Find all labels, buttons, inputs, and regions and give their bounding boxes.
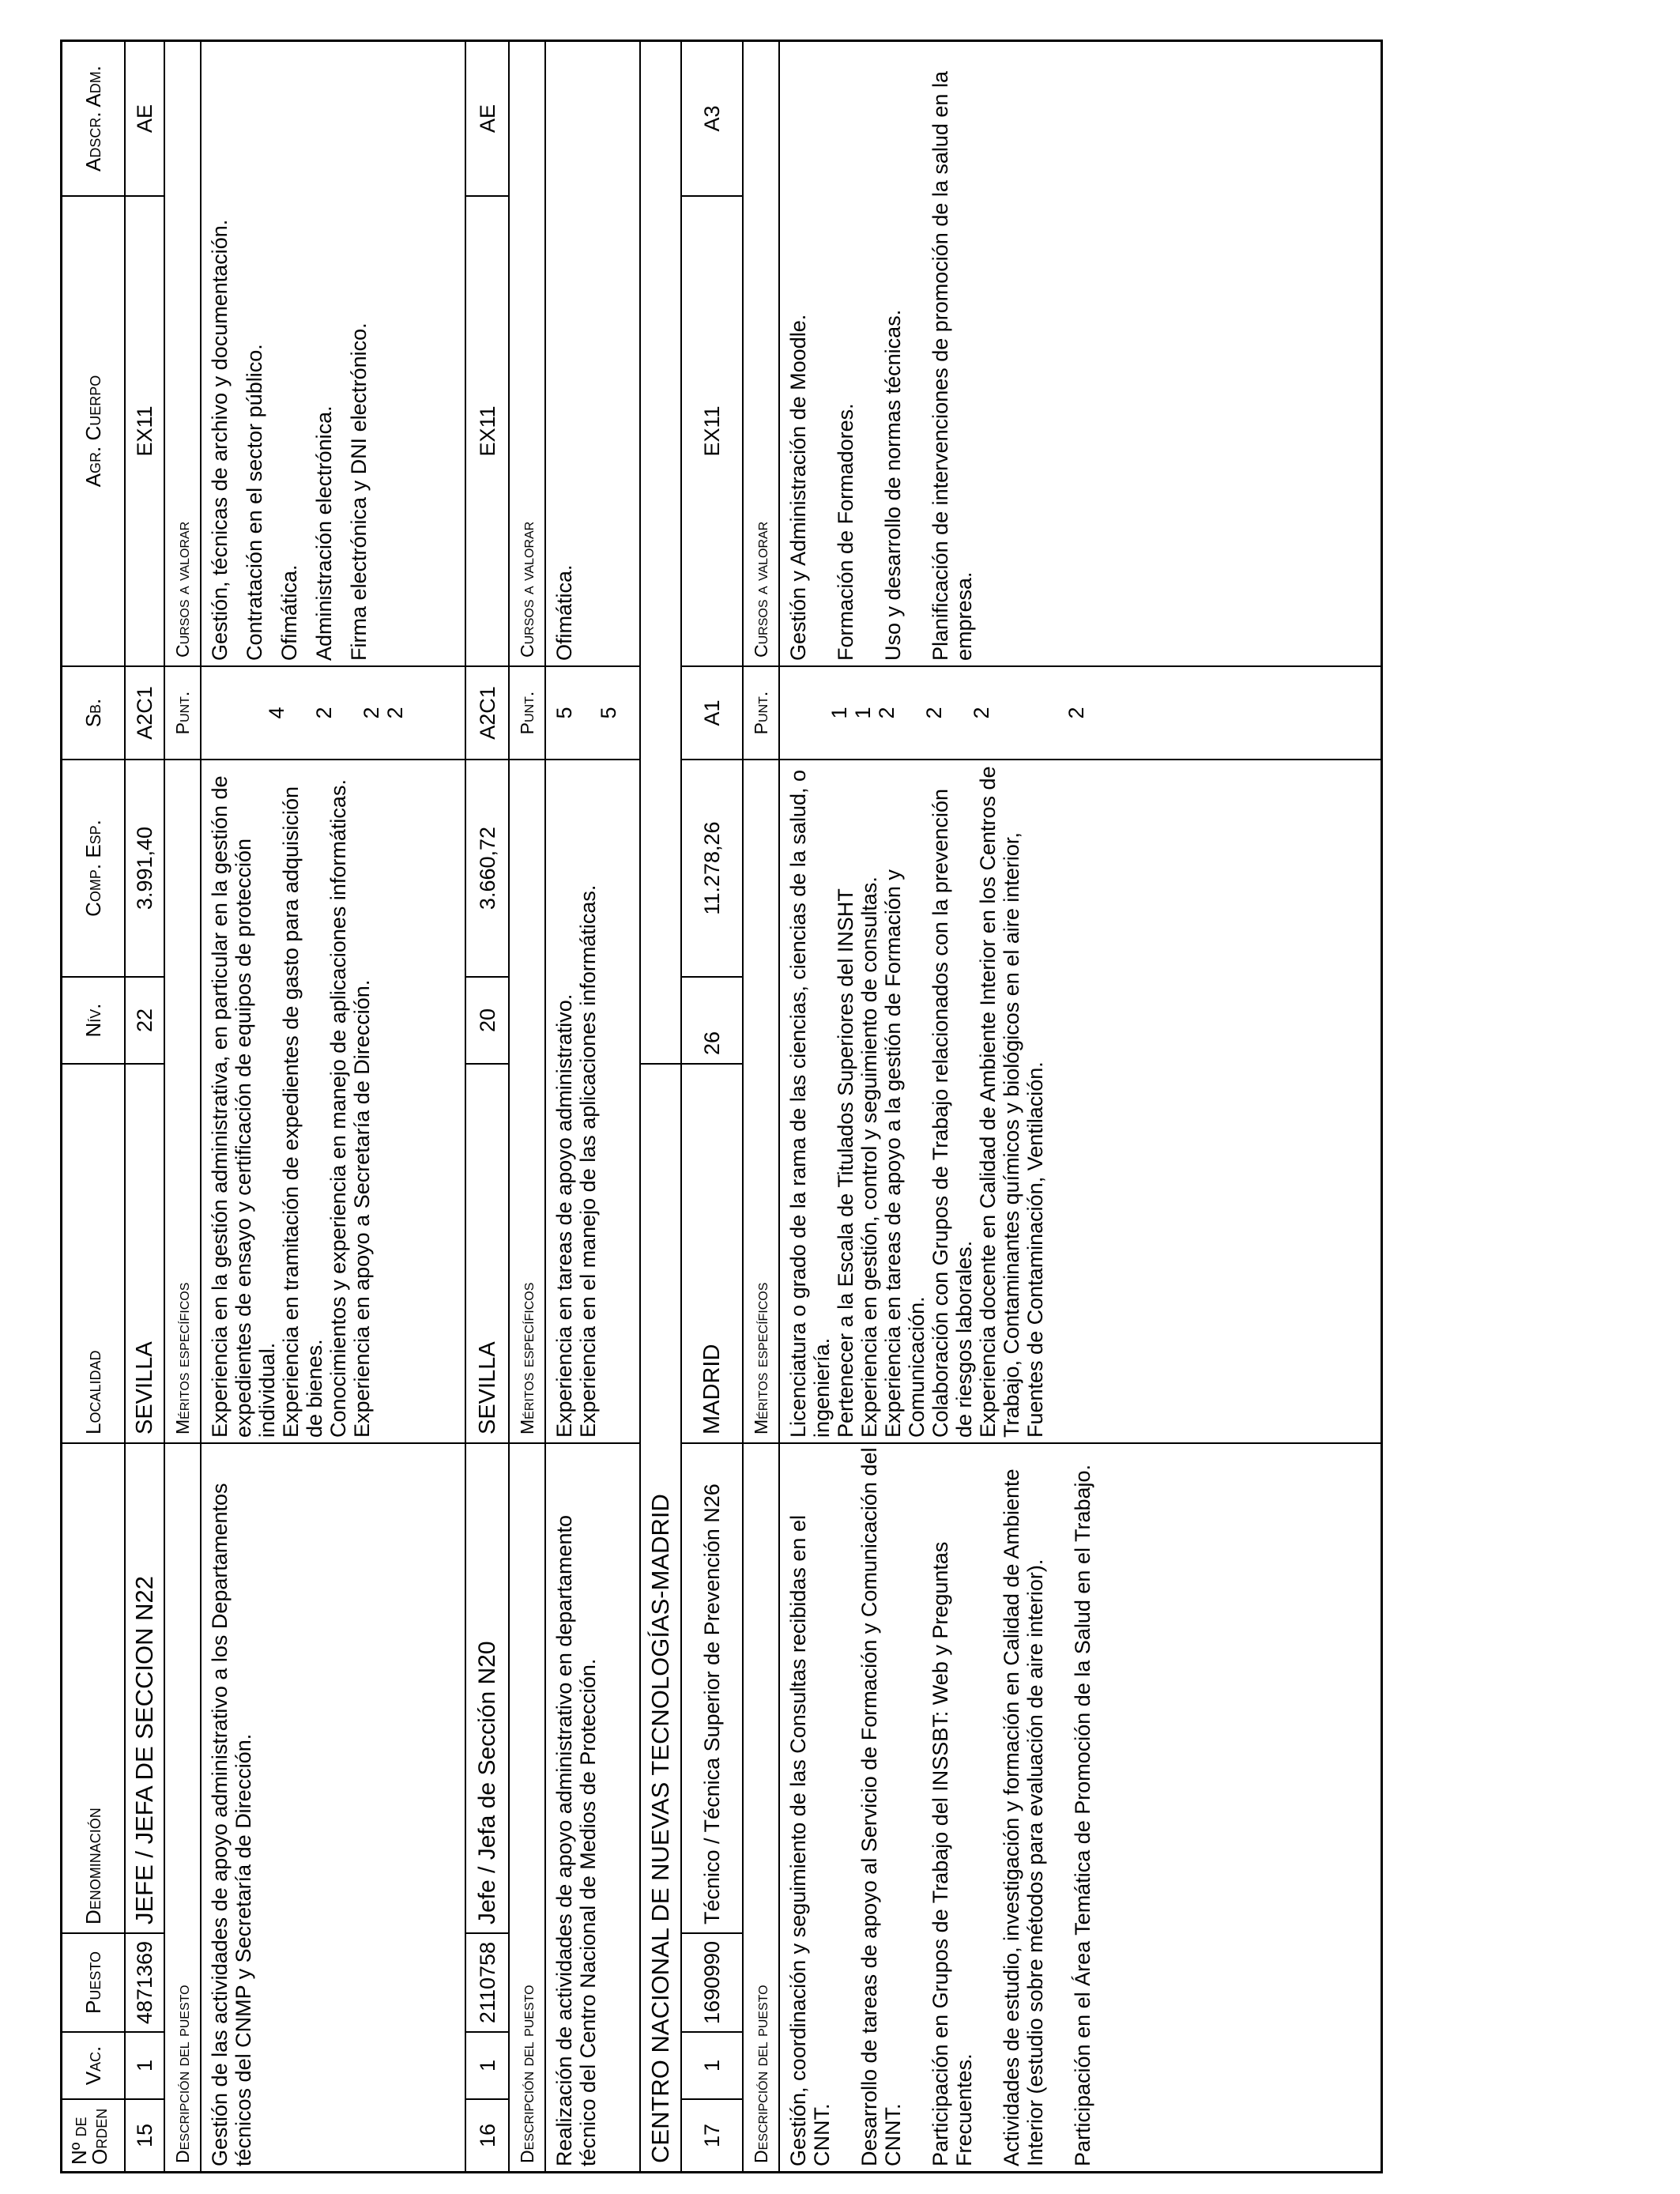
punt-item: 5 bbox=[597, 707, 620, 719]
meritos-content bbox=[546, 759, 639, 1442]
orden-cell: 17 bbox=[682, 2098, 742, 2171]
section-empty bbox=[641, 42, 680, 1063]
niv-cell: 26 bbox=[682, 976, 742, 1063]
curso-item: Uso y desarrollo de normas técnicas. bbox=[881, 309, 905, 661]
labels-row bbox=[510, 42, 546, 2171]
table-header-row bbox=[62, 42, 126, 2171]
col-header-comp: Comp. Esp. bbox=[62, 759, 124, 976]
col-header-sb: Sb. bbox=[62, 665, 124, 759]
section-row bbox=[641, 42, 682, 2171]
merito-item: Experiencia en tramitación de expedientes de gasto para adquisición de bienes. bbox=[279, 786, 326, 1438]
sb-cell: A1 bbox=[682, 665, 742, 759]
col-header-localidad: Localidad bbox=[62, 1063, 124, 1442]
col-header-denominacion: Denominación bbox=[62, 1442, 124, 1932]
descripcion-item: Actividades de estudio, investigación y formación en Calidad de Ambiente Interior (estudio sobre métodos para evaluación de aire interior). bbox=[1000, 1468, 1047, 2166]
puesto-cell: 2110758 bbox=[466, 1932, 508, 2031]
merito-item: Experiencia en el manejo de las aplicaciones informáticas. bbox=[576, 884, 600, 1438]
denominacion-cell: Técnico / Técnica Superior de Prevención N26 bbox=[682, 1442, 742, 1932]
content-row bbox=[546, 42, 641, 2171]
curso-item: Gestión y Administración de Moodle. bbox=[786, 314, 810, 661]
cursos-label: Cursos a valorar bbox=[750, 521, 771, 658]
cursos-content bbox=[202, 42, 465, 665]
punt-item: 5 bbox=[552, 707, 576, 719]
section-title: CENTRO NACIONAL DE NUEVAS TECNOLOGÍAS-MADRID bbox=[641, 1063, 680, 2171]
meritos-label: Méritos específicos bbox=[165, 759, 200, 1442]
punt-content bbox=[780, 665, 1381, 759]
merito-item: Experiencia docente en Calidad de Ambiente Interior en los Centros de Trabajo, Contaminantes químicos y biológicos en el aire interior, Fuentes de Contaminación, Ventilación. bbox=[976, 766, 1047, 1438]
curso-item: Administración electrónica. bbox=[312, 405, 336, 661]
cursos-label: Cursos a valorar bbox=[171, 521, 193, 658]
merito-item: Experiencia en tareas de apoyo administrativo. bbox=[552, 993, 576, 1438]
descripcion-content bbox=[202, 1442, 465, 2171]
niv-cell: 22 bbox=[126, 976, 164, 1063]
sb-cell: A2C1 bbox=[126, 665, 164, 759]
puesto-cell: 1690990 bbox=[682, 1932, 742, 2031]
merito-item: Experiencia en la gestión administrativa, en particular en la gestión de expedientes de ensayo y certificación de equipos de protección individual. bbox=[208, 775, 279, 1438]
punt-label: Punt. bbox=[744, 665, 778, 759]
punt-item: 1 bbox=[851, 707, 875, 719]
vac-cell: 1 bbox=[466, 2031, 508, 2098]
curso-item: Ofimática. bbox=[552, 564, 576, 661]
curso-item: Gestión, técnicas de archivo y documentación. bbox=[208, 219, 232, 661]
punt-item: 2 bbox=[922, 707, 946, 719]
meritos-content bbox=[780, 759, 1381, 1442]
punt-item: 2 bbox=[970, 707, 993, 719]
descripcion-item: Desarrollo de tareas de apoyo al Servicio de Formación y Comunicación del CNNT. bbox=[857, 1447, 905, 2166]
punt-item: 2 bbox=[312, 707, 336, 719]
merito-item: Colaboración con Grupos de Trabajo relacionados con la prevención de riesgos laborales. bbox=[929, 788, 976, 1438]
labels-row bbox=[165, 42, 202, 2171]
meritos-label: Méritos específicos bbox=[744, 759, 778, 1442]
agr-cell: EX11 bbox=[466, 195, 508, 665]
descripcion-item: Gestión, coordinación y seguimiento de las Consultas recibidas en el CNNT. bbox=[786, 1515, 834, 2166]
punt-item: 2 bbox=[875, 707, 898, 719]
descripcion-label: Descripción del puesto bbox=[165, 1442, 200, 2171]
col-header-orden: Nº de Orden bbox=[62, 2098, 124, 2171]
descripcion-label: Descripción del puesto bbox=[744, 1442, 778, 2171]
descripcion-item: Gestión de las actividades de apoyo administrativo a los Departamentos técnicos del CNMP y Secretaría de Dirección. bbox=[208, 1483, 255, 2166]
cursos-content bbox=[546, 42, 639, 665]
curso-item: Firma electrónica y DNI electrónico. bbox=[347, 322, 371, 661]
comp-cell: 3.991,40 bbox=[126, 759, 164, 976]
meritos-content bbox=[202, 759, 465, 1442]
content-row bbox=[202, 42, 466, 2171]
localidad-cell: SEVILLA bbox=[126, 1063, 164, 1442]
comp-cell: 3.660,72 bbox=[466, 759, 508, 976]
merito-item: Licenciatura o grado de la rama de las ciencias, ciencias de la salud, o ingeniería. bbox=[786, 770, 834, 1438]
labels-row bbox=[744, 42, 780, 2171]
punt-item: 2 bbox=[360, 707, 383, 719]
punt-item: 4 bbox=[265, 707, 288, 719]
curso-item: Ofimática. bbox=[277, 564, 301, 661]
descripcion-item: Participación en el Área Temática de Promoción de la Salud en el Trabajo. bbox=[1071, 1464, 1094, 2166]
merito-item: Pertenecer a la Escala de Titulados Superiores del INSHT bbox=[834, 888, 857, 1438]
descripcion-item: Realización de actividades de apoyo administrativo en departamento técnico del Centro Nacional de Medios de Protección. bbox=[552, 1514, 600, 2166]
descripcion-label: Descripción del puesto bbox=[510, 1442, 544, 2171]
merito-item: Conocimientos y experiencia en manejo de aplicaciones informáticas. bbox=[326, 779, 350, 1438]
punt-item: 2 bbox=[383, 707, 407, 719]
table-row bbox=[126, 42, 165, 2171]
descripcion-content bbox=[780, 1442, 1381, 2171]
col-header-agr: Agr. Cuerpo bbox=[62, 195, 124, 665]
agr-cell: EX11 bbox=[126, 195, 164, 665]
orden-cell: 16 bbox=[466, 2098, 508, 2171]
sb-cell: A2C1 bbox=[466, 665, 508, 759]
localidad-cell: MADRID bbox=[682, 1063, 742, 1442]
punt-content bbox=[546, 665, 639, 759]
niv-cell: 20 bbox=[466, 976, 508, 1063]
curso-item: Formación de Formadores. bbox=[834, 403, 857, 661]
orden-cell: 15 bbox=[126, 2098, 164, 2171]
col-header-vac: Vac. bbox=[62, 2031, 124, 2098]
punt-label: Punt. bbox=[165, 665, 200, 759]
agr-cell: EX11 bbox=[682, 195, 742, 665]
table-row bbox=[682, 42, 744, 2171]
col-header-niv: Nív. bbox=[62, 976, 124, 1063]
meritos-label: Méritos específicos bbox=[510, 759, 544, 1442]
punt-content bbox=[202, 665, 465, 759]
adscr-cell: AE bbox=[133, 104, 156, 134]
table-row bbox=[466, 42, 510, 2171]
cursos-label: Cursos a valorar bbox=[516, 521, 537, 658]
descripcion-content bbox=[546, 1442, 639, 2171]
merito-item: Experiencia en apoyo a Secretaría de Dirección. bbox=[350, 979, 374, 1438]
merito-item: Experiencia en tareas de apoyo a la gestión de Formación y Comunicación. bbox=[881, 869, 929, 1438]
col-header-puesto: Puesto bbox=[62, 1932, 124, 2031]
curso-item: Contratación en el sector público. bbox=[243, 344, 266, 661]
punt-item: 2 bbox=[1064, 707, 1088, 719]
content-row bbox=[780, 42, 1381, 2171]
vac-cell: 1 bbox=[126, 2031, 164, 2098]
job-table bbox=[60, 40, 1383, 2173]
descripcion-item: Participación en Grupos de Trabajo del INSSBT: Web y Preguntas Frecuentes. bbox=[929, 1541, 976, 2166]
col-header-adscr: Adscr. Adm. bbox=[81, 66, 105, 172]
comp-cell: 11.278,26 bbox=[682, 759, 742, 976]
denominacion-cell: JEFE / JEFA DE SECCION N22 bbox=[126, 1442, 164, 1932]
punt-label: Punt. bbox=[510, 665, 544, 759]
merito-item: Experiencia en gestión, control y seguimiento de consultas. bbox=[857, 876, 881, 1438]
cursos-content bbox=[780, 42, 1381, 665]
adscr-cell: A3 bbox=[700, 105, 724, 132]
curso-item: Planificación de intervenciones de promoción de la salud en la empresa. bbox=[929, 71, 976, 661]
punt-item: 1 bbox=[827, 707, 851, 719]
vac-cell: 1 bbox=[682, 2031, 742, 2098]
localidad-cell: SEVILLA bbox=[466, 1063, 508, 1442]
adscr-cell: AE bbox=[475, 104, 499, 134]
puesto-cell: 4871369 bbox=[126, 1932, 164, 2031]
denominacion-cell: Jefe / Jefa de Sección N20 bbox=[466, 1442, 508, 1932]
